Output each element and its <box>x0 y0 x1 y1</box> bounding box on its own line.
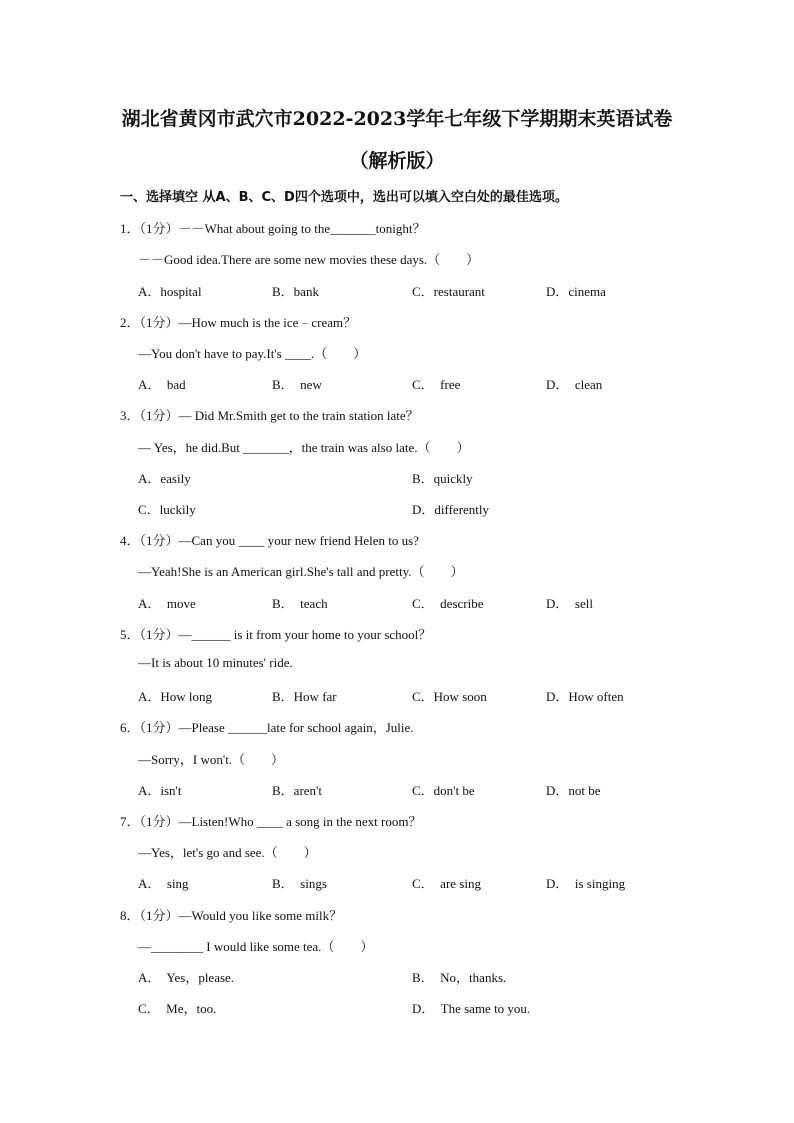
question-7-option-d: D． is singing <box>546 876 626 891</box>
page-subtitle: （解析版） <box>349 150 445 172</box>
question-2-reply: —You don't have to pay.It's ____.（ ） <box>138 346 367 361</box>
question-8-option-b: B． No，thanks. <box>412 970 507 985</box>
question-6-reply: —Sorry，I won't.（ ） <box>138 752 285 767</box>
question-3-option-d: D．differently <box>412 502 490 517</box>
question-5-option-a: A．How long <box>138 689 213 704</box>
question-1-option-b: B．bank <box>272 284 319 299</box>
question-4-stem: 4．（1分）—Can you ____ your new friend Helen to us? <box>120 533 419 548</box>
question-2-option-d: D． clean <box>546 377 603 392</box>
question-8-option-a: A． Yes，please. <box>138 970 235 985</box>
question-1-reply: －－Good idea.There are some new movies these days.（ ） <box>138 252 480 267</box>
section-heading: 一、选择填空 从A、B、C、D四个选项中，选出可以填入空白处的最佳选项。 <box>120 190 568 205</box>
page-title: 湖北省黄冈市武穴市2022-2023学年七年级下学期期末英语试卷 <box>121 108 673 130</box>
question-5-option-b: B．How far <box>272 689 337 704</box>
question-2-option-b: B． new <box>272 377 322 392</box>
question-4-option-c: C． describe <box>412 596 484 611</box>
question-4-option-b: B． teach <box>272 596 328 611</box>
question-1-option-c: C．restaurant <box>412 284 485 299</box>
question-6-option-d: D．not be <box>546 783 601 798</box>
question-2-stem: 2．（1分）—How much is the ice﹣cream？ <box>120 315 357 330</box>
question-7-option-b: B． sings <box>272 876 327 891</box>
question-8-option-d: D． The same to you. <box>412 1001 531 1016</box>
question-2-option-c: C． free <box>412 377 461 392</box>
question-3-reply: — Yes，he did.But _______，the train was also late.（ ） <box>138 440 470 455</box>
question-7-stem: 7．（1分）—Listen!Who ____ a song in the next room？ <box>120 814 422 829</box>
question-7-reply: —Yes，let's go and see.（ ） <box>138 845 317 860</box>
question-2-option-a: A． bad <box>138 377 186 392</box>
question-5-reply: —It is about 10 minutes' ride. <box>138 655 293 670</box>
question-7-option-c: C． are sing <box>412 876 481 891</box>
question-3-stem: 3．（1分）— Did Mr.Smith get to the train station late？ <box>120 408 419 423</box>
question-3-option-c: C．luckily <box>138 502 196 517</box>
question-8-option-c: C． Me，too. <box>138 1001 217 1016</box>
question-3-option-a: A．easily <box>138 471 191 486</box>
question-6-stem: 6．（1分）—Please ______late for school again，Julie. <box>120 720 414 735</box>
question-4-reply: —Yeah!She is an American girl.She's tall and pretty.（ ） <box>138 564 464 579</box>
question-8-stem: 8．（1分）—Would you like some milk？ <box>120 908 343 923</box>
question-5-stem: 5．（1分）—______ is it from your home to your school？ <box>120 627 432 642</box>
question-1-option-a: A．hospital <box>138 284 202 299</box>
question-5-option-c: C．How soon <box>412 689 487 704</box>
question-3-option-b: B．quickly <box>412 471 473 486</box>
question-6-option-c: C．don't be <box>412 783 475 798</box>
question-5-option-d: D．How often <box>546 689 624 704</box>
question-6-option-a: A．isn't <box>138 783 182 798</box>
question-7-option-a: A． sing <box>138 876 189 891</box>
question-4-option-a: A． move <box>138 596 196 611</box>
question-1-option-d: D．cinema <box>546 284 606 299</box>
question-4-option-d: D． sell <box>546 596 593 611</box>
question-1-stem: 1．（1分）－－What about going to the_______tonight？ <box>120 221 426 236</box>
question-8-reply: —________ I would like some tea.（ ） <box>138 939 374 954</box>
question-6-option-b: B．aren't <box>272 783 322 798</box>
